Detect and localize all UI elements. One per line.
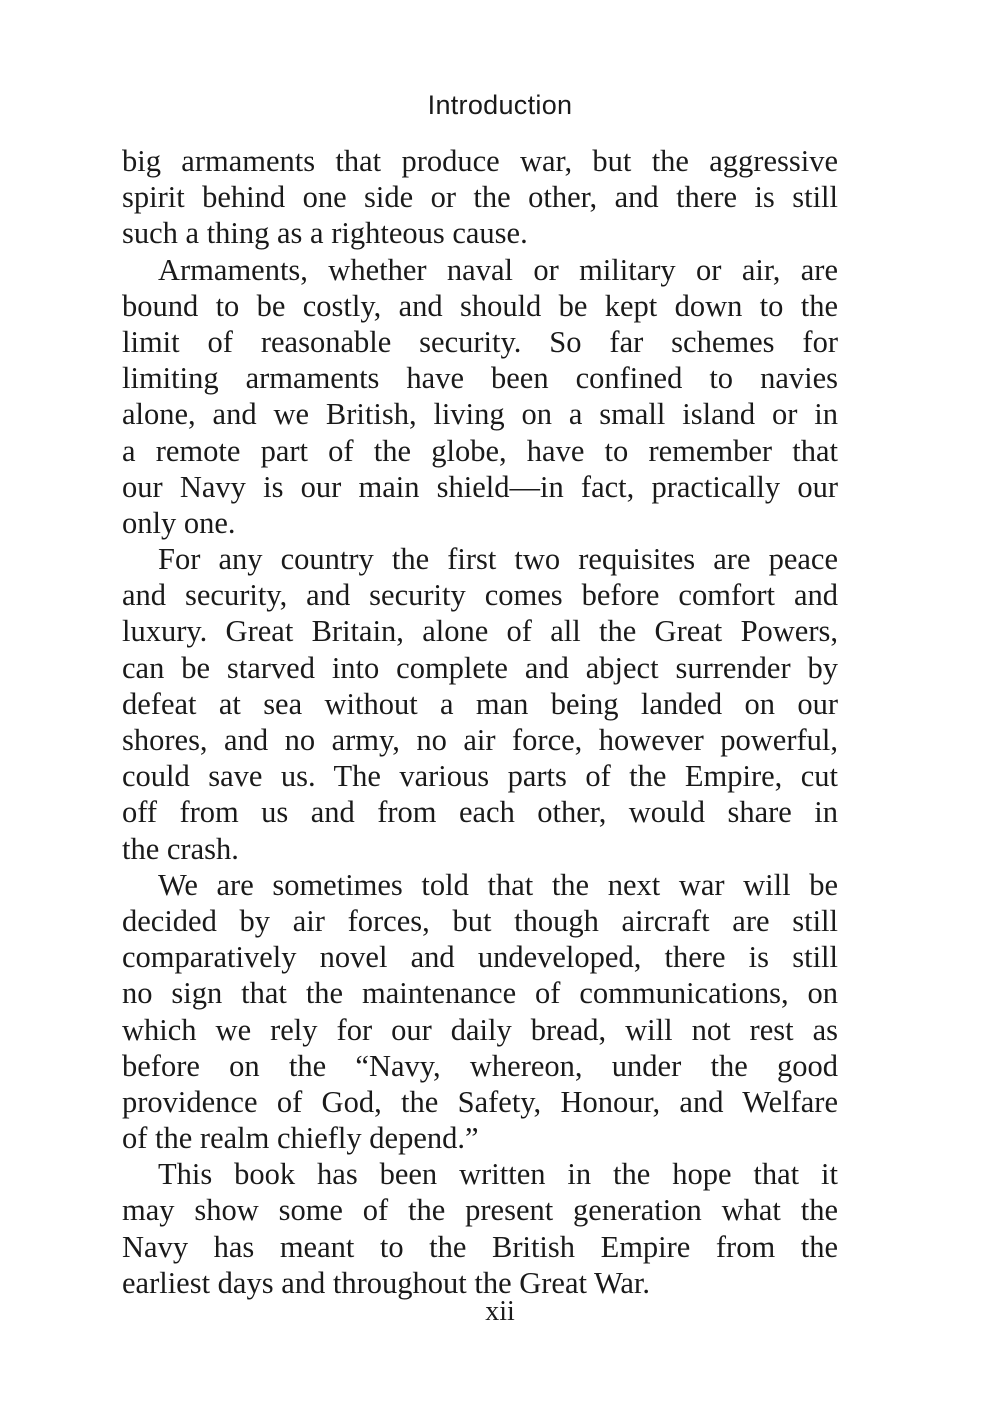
text-line: could save us. The various parts of the Empire, cut	[122, 759, 838, 794]
text-line: spirit behind one side or the other, and there is still	[122, 180, 838, 215]
text-line: can be starved into complete and abject surrender by	[122, 650, 838, 685]
text-line: Navy has meant to the British Empire from the	[122, 1229, 838, 1264]
text-line: We are sometimes told that the next war will be	[158, 867, 838, 902]
text-line: luxury. Great Britain, alone of all the Great Powers,	[122, 614, 838, 649]
text-line: bound to be costly, and should be kept down to the	[122, 288, 838, 323]
paragraph-4	[122, 867, 838, 1157]
text-line: a remote part of the globe, have to remember that	[122, 433, 838, 468]
text-line: providence of God, the Safety, Honour, and Welfare	[122, 1084, 838, 1119]
text-line: such a thing as a righteous cause.	[122, 216, 528, 251]
paragraph-2	[122, 252, 838, 542]
text-line: the crash.	[122, 831, 239, 866]
text-line: Armaments, whether naval or military or air, are	[158, 252, 838, 287]
text-line: big armaments that produce war, but the aggressive	[122, 144, 838, 178]
text-line: earliest days and throughout the Great War.	[122, 1265, 651, 1300]
text-line: comparatively novel and undeveloped, there is still	[122, 940, 838, 975]
page-number: xii	[485, 1296, 515, 1327]
text-line: limiting armaments have been confined to navies	[122, 361, 838, 396]
paragraph-3	[122, 541, 838, 867]
text-line: which we rely for our daily bread, will not rest as	[122, 1012, 838, 1047]
text-line: shores, and no army, no air force, however powerful,	[122, 723, 838, 757]
text-line: no sign that the maintenance of communications, on	[122, 976, 838, 1011]
text-line: may show some of the present generation what the	[122, 1193, 838, 1228]
text-line: only one.	[122, 505, 236, 540]
text-line: This book has been written in the hope that it	[158, 1157, 838, 1192]
text-line: and security, and security comes before comfort and	[122, 578, 838, 613]
text-line: For any country the first two requisites are peace	[158, 542, 838, 577]
paragraph-5	[122, 1156, 838, 1301]
text-line: defeat at sea without a man being landed on our	[122, 686, 838, 721]
text-line: before on the “Navy, whereon, under the good	[122, 1048, 838, 1083]
body-text	[122, 143, 838, 1301]
text-line: decided by air forces, but though aircraft are still	[122, 903, 838, 938]
running-head: Introduction	[427, 90, 573, 120]
text-line: off from us and from each other, would share in	[122, 795, 838, 830]
paragraph-1	[122, 143, 838, 252]
text-line: our Navy is our main shield—in fact, practically our	[122, 469, 838, 504]
text-line: limit of reasonable security. So far schemes for	[122, 324, 838, 359]
text-line: of the realm chiefly depend.”	[122, 1121, 479, 1156]
text-line: alone, and we British, living on a small island or in	[122, 397, 838, 432]
